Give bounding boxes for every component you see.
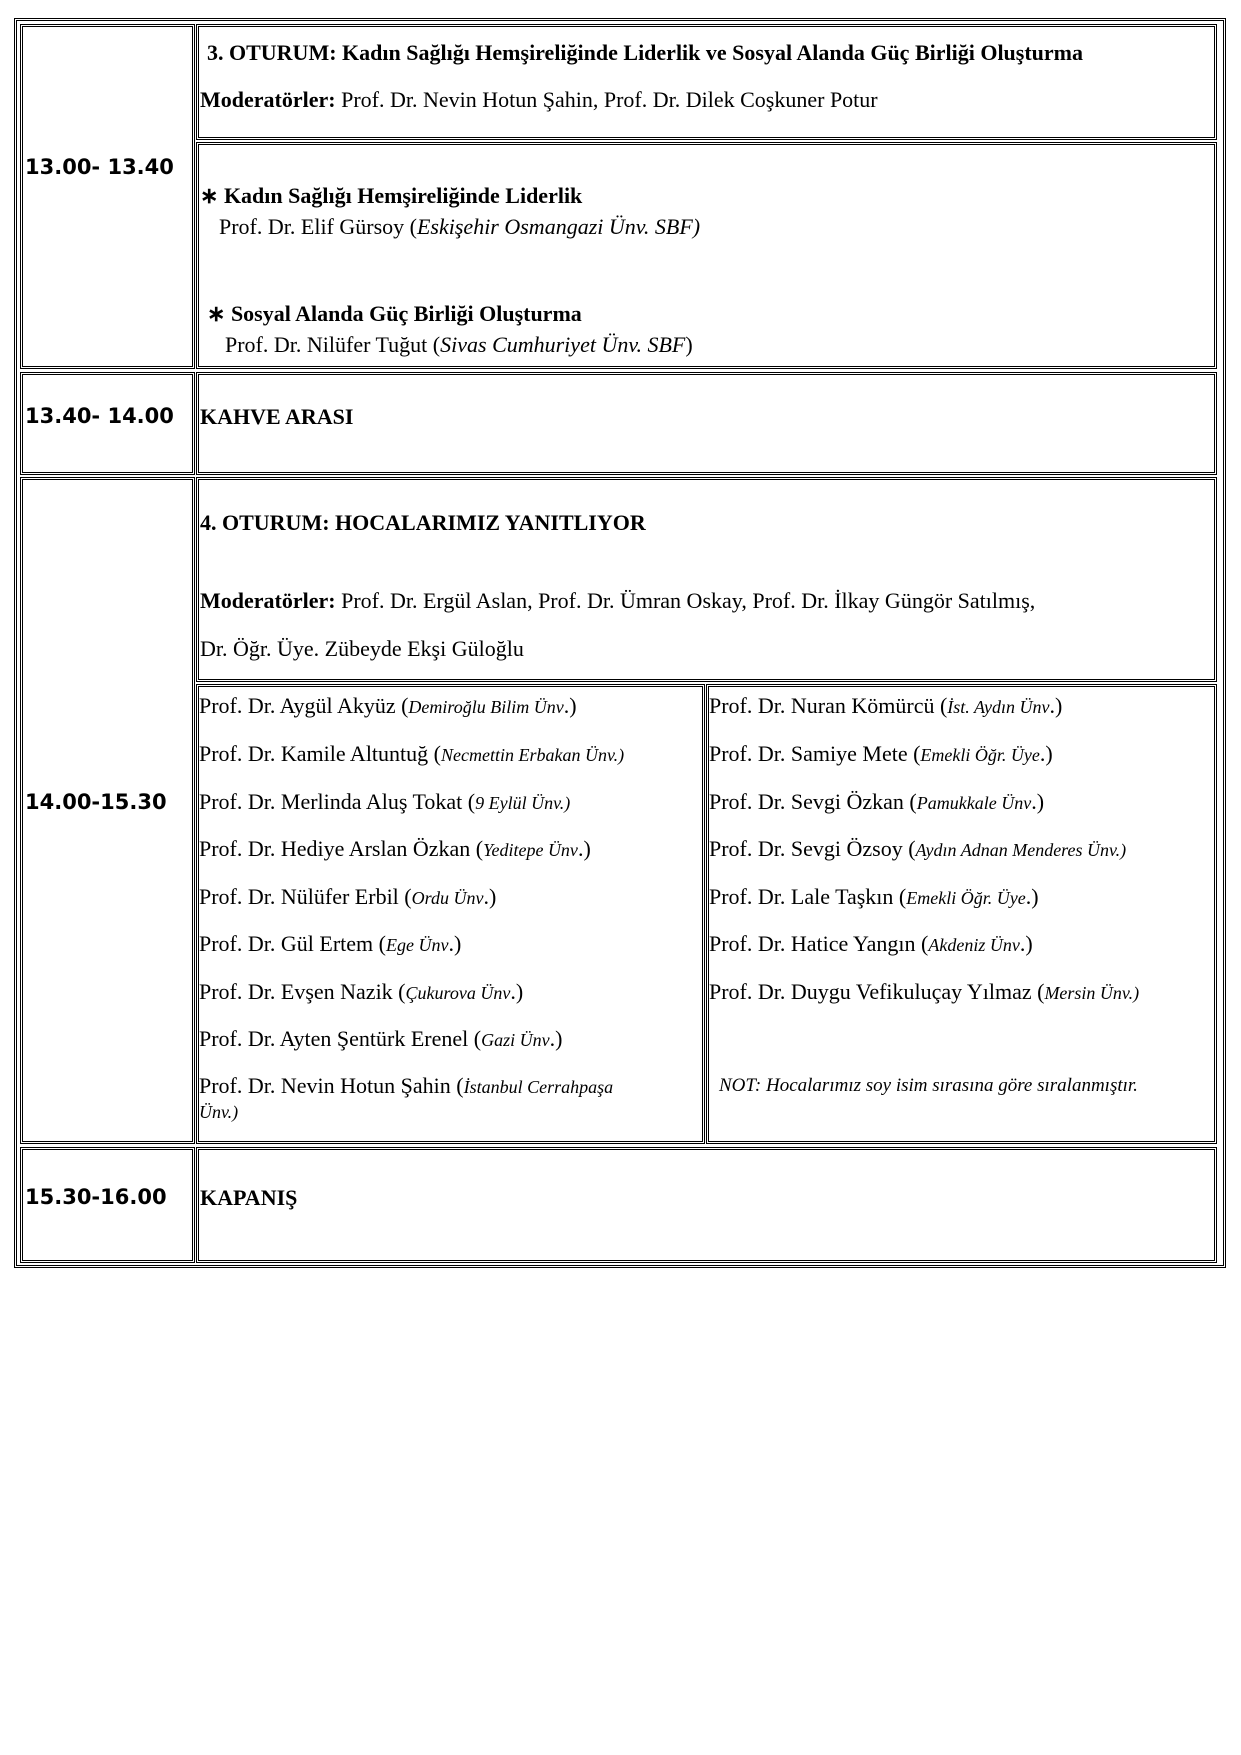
list-item: Prof. Dr. Ayten Şentürk Erenel (Gazi Ünv.) — [199, 1026, 563, 1051]
moderators-label: Moderatörler: — [200, 87, 336, 112]
moderators-names: Prof. Dr. Nevin Hotun Şahin, Prof. Dr. Dilek Coşkuner Potur — [341, 87, 878, 112]
talk-title: ∗ Sosyal Alanda Güç Birliği Oluşturma — [207, 301, 582, 326]
list-item: Prof. Dr. Nülüfer Erbil (Ordu Ünv.) — [199, 884, 497, 909]
talk-affiliation: Eskişehir Osmangazi Ünv. SBF) — [416, 214, 701, 239]
list-item: Prof. Dr. Sevgi Özkan (Pamukkale Ünv.) — [709, 789, 1045, 814]
list-item: Prof. Dr. Nuran Kömürcü (İst. Aydın Ünv.) — [709, 693, 1063, 718]
list-item-continuation: Ünv.) — [199, 1102, 239, 1122]
time-label: 13.00- 13.40 — [25, 155, 174, 179]
list-item: Prof. Dr. Hatice Yangın (Akdeniz Ünv.) — [709, 931, 1033, 956]
list-item: Prof. Dr. Lale Taşkın (Emekli Öğr. Üye.) — [709, 884, 1039, 909]
closing-label: KAPANIŞ — [200, 1185, 298, 1210]
closing-cell — [196, 1147, 1217, 1263]
list-item: Prof. Dr. Sevgi Özsoy (Aydın Adnan Menderes Ünv.) — [709, 836, 1127, 861]
list-item: Prof. Dr. Evşen Nazik (Çukurova Ünv.) — [199, 979, 524, 1004]
list-item: Prof. Dr. Duygu Vefikuluçay Yılmaz (Mersin Ünv.) — [709, 979, 1140, 1004]
talk-speaker: Prof. Dr. Elif Gürsoy (Eskişehir Osmangazi Ünv. SBF) — [219, 214, 701, 239]
ordering-note: NOT: Hocalarımız soy isim sırasına göre sıralanmıştır. — [719, 1075, 1138, 1096]
session-title: 4. OTURUM: HOCALARIMIZ YANITLIYOR — [200, 510, 646, 535]
list-item: Prof. Dr. Hediye Arslan Özkan (Yeditepe Ünv.) — [199, 836, 591, 861]
moderators-line — [200, 87, 878, 113]
bullet-icon: ∗ — [207, 301, 226, 326]
talk-affiliation: Sivas Cumhuriyet Ünv. SBF — [440, 332, 686, 357]
list-item: Prof. Dr. Gül Ertem (Ege Ünv.) — [199, 931, 462, 956]
list-item: Prof. Dr. Aygül Akyüz (Demiroğlu Bilim Ünv.) — [199, 693, 577, 718]
list-item: Prof. Dr. Nevin Hotun Şahin (İstanbul Cerrahpaşa — [199, 1073, 614, 1098]
moderators-label: Moderatörler: — [200, 588, 336, 613]
list-item: Prof. Dr. Samiye Mete (Emekli Öğr. Üye.) — [709, 741, 1053, 766]
time-label: 13.40- 14.00 — [25, 404, 174, 428]
talk-title: ∗ Kadın Sağlığı Hemşireliğinde Liderlik — [200, 183, 583, 208]
session-title: 3. OTURUM: Kadın Sağlığı Hemşireliğinde Liderlik ve Sosyal Alanda Güç Birliği Oluşturma — [207, 40, 1084, 65]
talk-speaker: Prof. Dr. Nilüfer Tuğut (Sivas Cumhuriyet Ünv. SBF) — [225, 332, 693, 357]
time-cell — [20, 24, 195, 369]
time-label: 14.00-15.30 — [25, 790, 167, 814]
moderators-line — [200, 588, 1035, 614]
time-label: 15.30-16.00 — [25, 1185, 167, 1209]
list-item: Prof. Dr. Merlinda Aluş Tokat (9 Eylül Ünv.) — [199, 789, 571, 814]
break-label: KAHVE ARASI — [200, 404, 354, 429]
moderators-line-2: Dr. Öğr. Üye. Zübeyde Ekşi Güloğlu — [200, 636, 524, 661]
list-item: Prof. Dr. Kamile Altuntuğ (Necmettin Erbakan Ünv.) — [199, 741, 625, 766]
moderators-names: Prof. Dr. Ergül Aslan, Prof. Dr. Ümran Oskay, Prof. Dr. İlkay Güngör Satılmış, — [341, 588, 1036, 613]
bullet-icon: ∗ — [200, 183, 219, 208]
